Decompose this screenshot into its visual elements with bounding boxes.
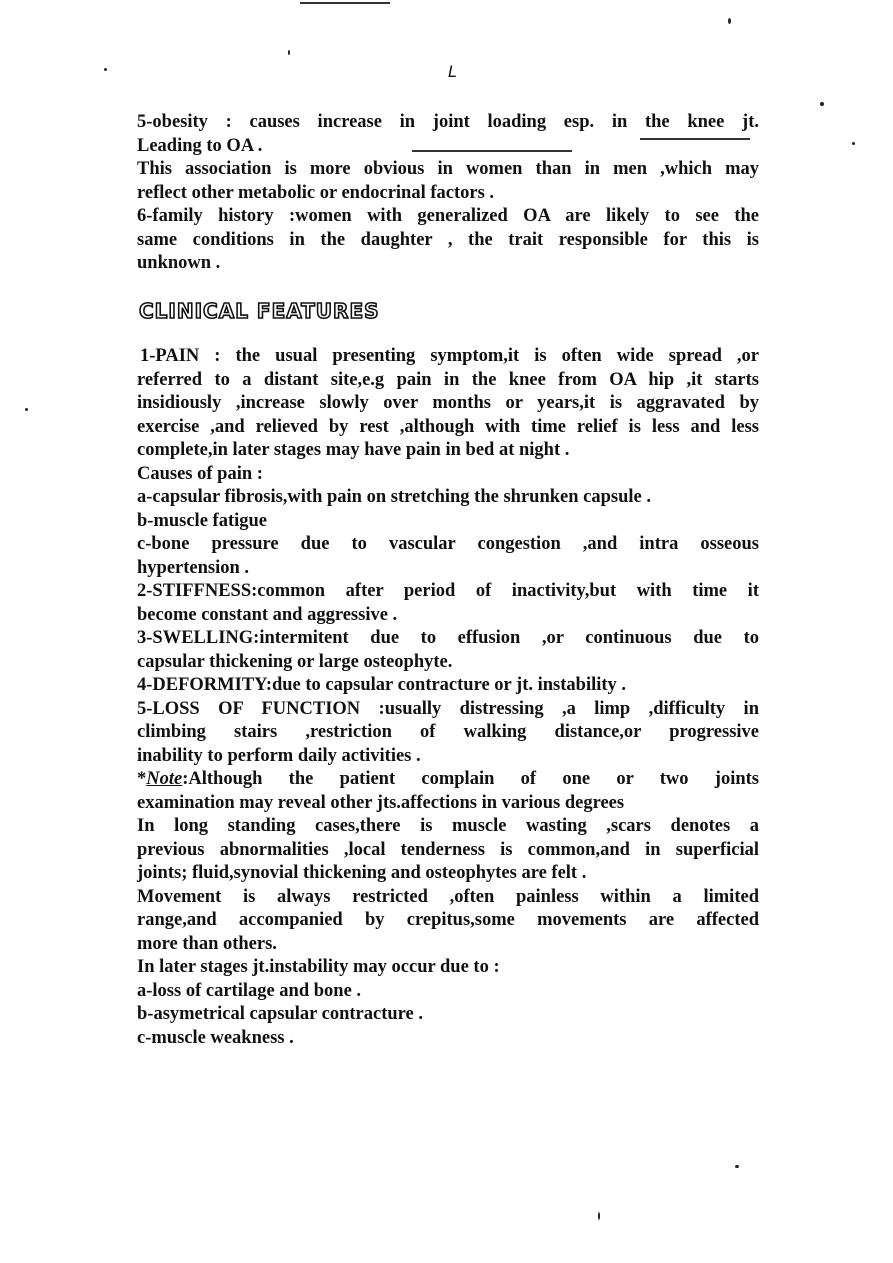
text-line: insidiously ,increase slowly over months or years,it is aggravated by <box>137 393 759 413</box>
scan-speck <box>104 68 107 71</box>
scan-speck <box>735 1165 739 1168</box>
note-line <box>137 768 759 792</box>
text-line: a-loss of cartilage and bone . <box>137 980 362 1001</box>
note-label: Note <box>146 769 183 789</box>
scan-speck <box>25 408 28 411</box>
text-line: 2-STIFFNESS:common after period of inactivity,but with time it <box>137 581 759 601</box>
text-line: same conditions in the daughter , the trait responsible for this is <box>137 229 759 250</box>
text-line: Movement is always restricted ,often painless within a limited <box>137 886 759 907</box>
text-line: b-asymetrical capsular contracture . <box>137 1004 424 1024</box>
text-line: more than others. <box>137 933 277 954</box>
text-line: 1-PAIN : the usual presenting symptom,it is often wide spread ,or <box>140 346 759 366</box>
text-line: become constant and aggressive . <box>137 604 398 625</box>
text-line: joints; fluid,synovial thickening and osteophytes are felt . <box>137 863 587 883</box>
note-prefix: * <box>137 769 147 789</box>
text-line: unknown . <box>137 253 221 273</box>
scan-mark <box>300 2 390 4</box>
text-line: b-muscle fatigue <box>137 510 267 531</box>
text-line: In long standing cases,there is muscle wasting ,scars denotes a <box>137 816 759 836</box>
text-line: examination may reveal other jts.affections in various degrees <box>137 792 625 813</box>
scan-speck <box>288 50 290 55</box>
text-line: referred to a distant site,e.g pain in the knee from OA hip ,it starts <box>137 369 759 390</box>
text-line: 6-family history :women with generalized OA are likely to see the <box>137 206 759 226</box>
text-line: a-capsular fibrosis,with pain on stretching the shrunken capsule . <box>137 487 651 507</box>
text-line: 3-SWELLING:intermitent due to effusion ,or continuous due to <box>137 628 759 648</box>
text-line: previous abnormalities ,local tenderness is common,and in superficial <box>137 839 759 860</box>
text-line: c-muscle weakness . <box>137 1027 294 1048</box>
text-line: 5-LOSS OF FUNCTION :usually distressing ,a limp ,difficulty in <box>137 698 759 719</box>
text-line: exercise ,and relieved by rest ,although with time relief is less and less <box>137 416 759 437</box>
text-line: c-bone pressure due to vascular congestion ,and intra osseous <box>137 534 759 554</box>
scan-speck <box>852 142 855 145</box>
scan-speck <box>820 102 824 106</box>
text-line: In later stages jt.instability may occur due to : <box>137 957 500 977</box>
text-line: inability to perform daily activities . <box>137 745 421 766</box>
scan-mark <box>640 138 750 140</box>
text-line: hypertension . <box>137 557 250 578</box>
note-text: :Although the patient complain of one or two joints <box>182 769 759 789</box>
text-line: Causes of pain : <box>137 463 263 484</box>
scan-mark <box>412 150 572 152</box>
text-line: 4-DEFORMITY:due to capsular contracture or jt. instability . <box>137 675 627 695</box>
text-line: This association is more obvious in women than in men ,which may <box>137 159 759 179</box>
scan-speck <box>598 1212 600 1220</box>
section-heading: CLINICAL FEATURES <box>139 298 380 323</box>
text-line: 5-obesity : causes increase in joint loading esp. in the knee jt. <box>137 112 759 132</box>
text-line: Leading to OA . <box>137 135 263 156</box>
text-line: range,and accompanied by crepitus,some movements are affected <box>137 910 759 930</box>
document-body <box>137 111 759 1050</box>
text-line: climbing stairs ,restriction of walking distance,or progressive <box>137 722 759 742</box>
page-marker: L <box>448 62 457 81</box>
text-line: complete,in later stages may have pain in bed at night . <box>137 440 570 460</box>
text-line: reflect other metabolic or endocrinal factors . <box>137 182 495 203</box>
text-line: capsular thickening or large osteophyte. <box>137 651 453 672</box>
scan-speck <box>728 18 731 24</box>
